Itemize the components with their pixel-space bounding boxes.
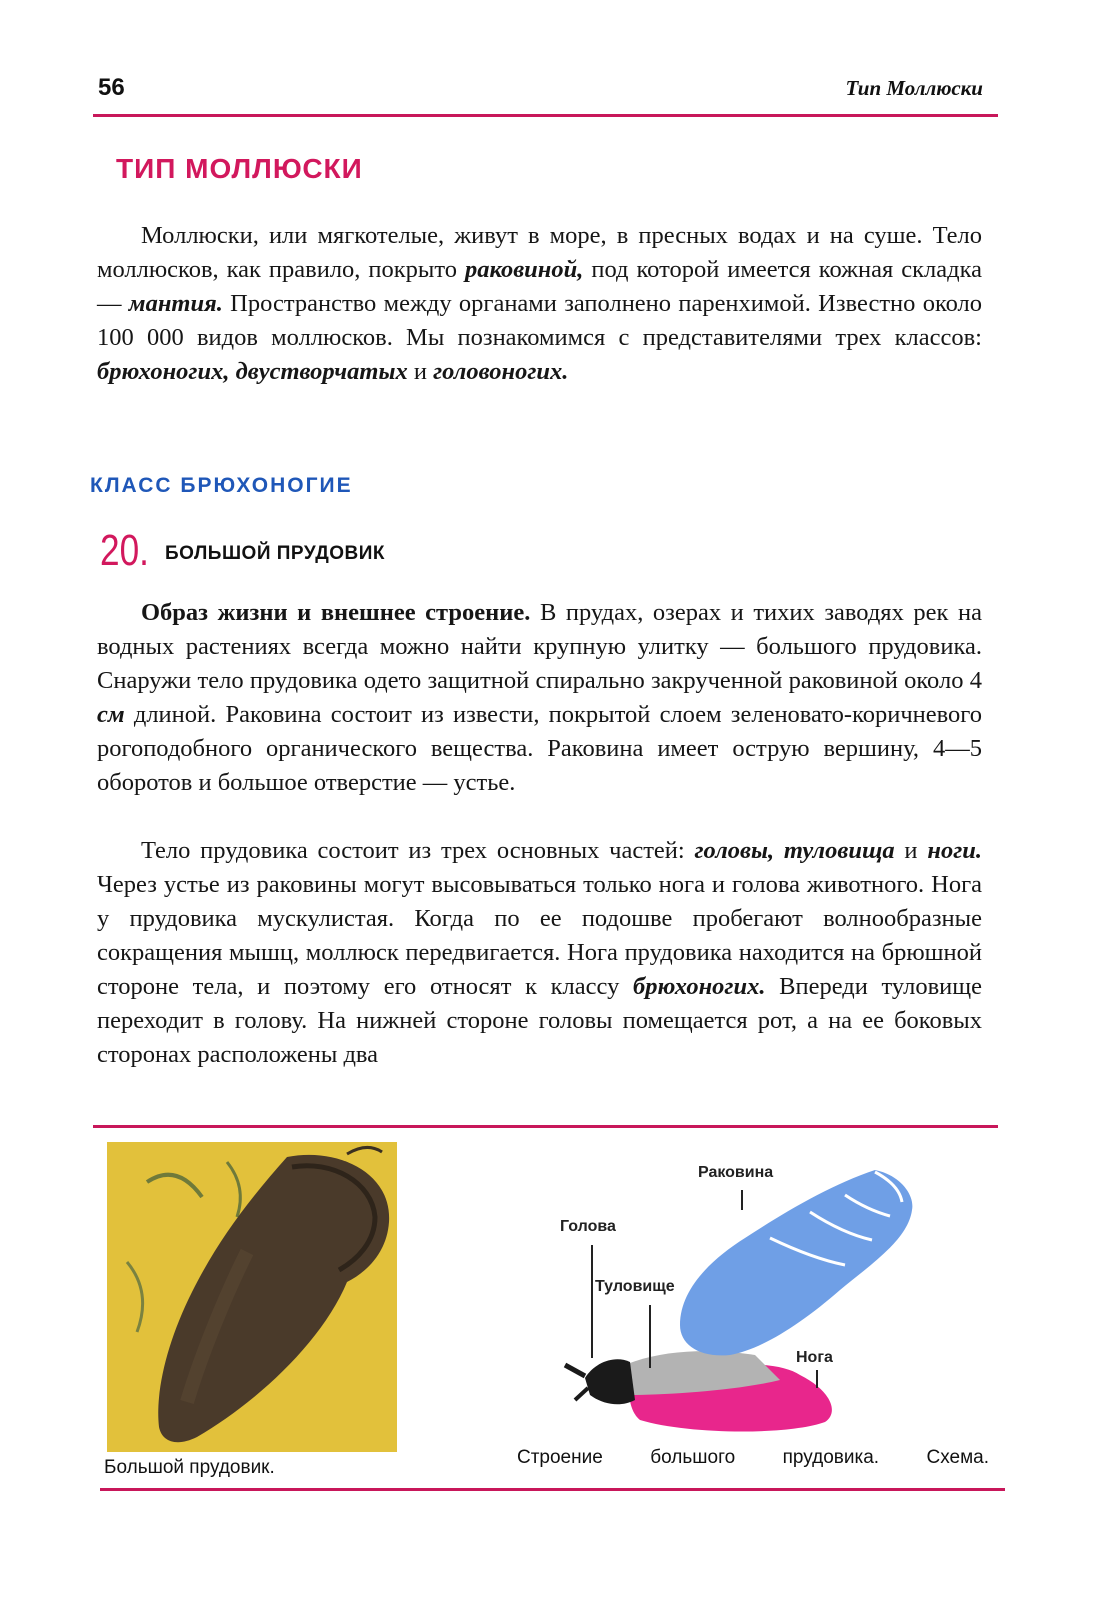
- label-body: Туловище: [595, 1278, 675, 1295]
- paragraph-lead: Образ жизни и внешнее строение.: [141, 599, 531, 626]
- para1-text-1: В прудах, озерах и тихих заводях рек на водных растениях всегда можно найти крупную улитку — большого прудовика. Снаружи тело прудовика одето защитной спирально закрученной раковиной около 4: [97, 599, 982, 694]
- section-title: ТИП МОЛЛЮСКИ: [116, 153, 363, 184]
- header-rule: [93, 114, 998, 117]
- intro-text-1: Моллюски, или мягкотелые, живут в море, в пресных водах и на суше. Тело моллюсков, как правило, покрыто: [97, 222, 982, 283]
- intro-term-mantle: мантия.: [128, 290, 223, 317]
- snail-structure-diagram: [540, 1150, 1010, 1450]
- para2-text-3: Через устье из раковины могут высовываться только нога и голова животного. Нога у прудовика мускулистая. Когда по ее подошве пробегают волнообразные сокращения мышц, моллюск передвигается. Нога прудовика находится на брюшной стороне тела, и поэтому его относят к классу: [97, 871, 982, 1000]
- para2-text-2: и: [894, 837, 928, 864]
- para2-term-parts: головы, туловища: [694, 837, 895, 864]
- para2-term-gastropods: брюхоногих.: [633, 973, 766, 1000]
- lesson-paragraph-2: [97, 834, 982, 1072]
- lesson-title: БОЛЬШОЙ ПРУДОВИК: [165, 543, 385, 564]
- label-shell: Раковина: [698, 1164, 774, 1181]
- lesson-number: 20.: [100, 526, 149, 575]
- intro-term-cephalopods: головоногих.: [433, 358, 569, 385]
- intro-paragraph: [97, 219, 982, 389]
- snail-photo-image: [107, 1142, 397, 1452]
- figure-rule-bottom: [100, 1488, 1005, 1491]
- photo-caption: Большой прудовик.: [104, 1457, 275, 1478]
- intro-text-3: Пространство между органами заполнено паренхимой. Известно около 100 000 видов моллюсков. Мы познакомимся с представителями трех классов:: [97, 290, 983, 351]
- para1-text-2: длиной. Раковина состоит из извести, покрытой слоем зеленовато-коричневого рогоподобного органического вещества. Раковина имеет острую вершину, 4—5 оборотов и большое отверстие — устье.: [97, 701, 982, 796]
- diagram-caption-word: прудовика.: [782, 1447, 880, 1468]
- diagram-caption-word: Схема.: [926, 1447, 989, 1468]
- para2-term-foot: ноги.: [927, 837, 982, 864]
- para1-unit-cm: см: [97, 701, 125, 728]
- intro-term-classes: брюхоногих, двустворчатых: [97, 358, 408, 385]
- intro-text-2: под которой имеется кожная складка —: [97, 256, 982, 317]
- intro-text-4: и: [407, 358, 434, 385]
- intro-term-shell: раковиной,: [465, 256, 584, 283]
- page-number: 56: [98, 74, 125, 101]
- running-head: Тип Моллюски: [845, 76, 983, 100]
- figure-rule-top: [93, 1125, 998, 1128]
- para2-text-4: Впереди туловище переходит в голову. На нижней стороне головы помещается рот, а на ее боковых сторонах расположены два: [97, 973, 982, 1068]
- diagram-caption: [517, 1447, 989, 1469]
- snail-diagram-drawing: [540, 1150, 1010, 1450]
- diagram-caption-word: Строение: [517, 1447, 603, 1468]
- class-title: КЛАСС БРЮХОНОГИЕ: [90, 474, 353, 497]
- diagram-caption-word: большого: [650, 1447, 736, 1468]
- lesson-paragraph-1: [97, 596, 982, 800]
- label-head: Голова: [560, 1218, 616, 1235]
- para2-text-1: Тело прудовика состоит из трех основных частей:: [141, 837, 695, 864]
- label-foot: Нога: [796, 1349, 833, 1366]
- snail-photo: [107, 1142, 397, 1452]
